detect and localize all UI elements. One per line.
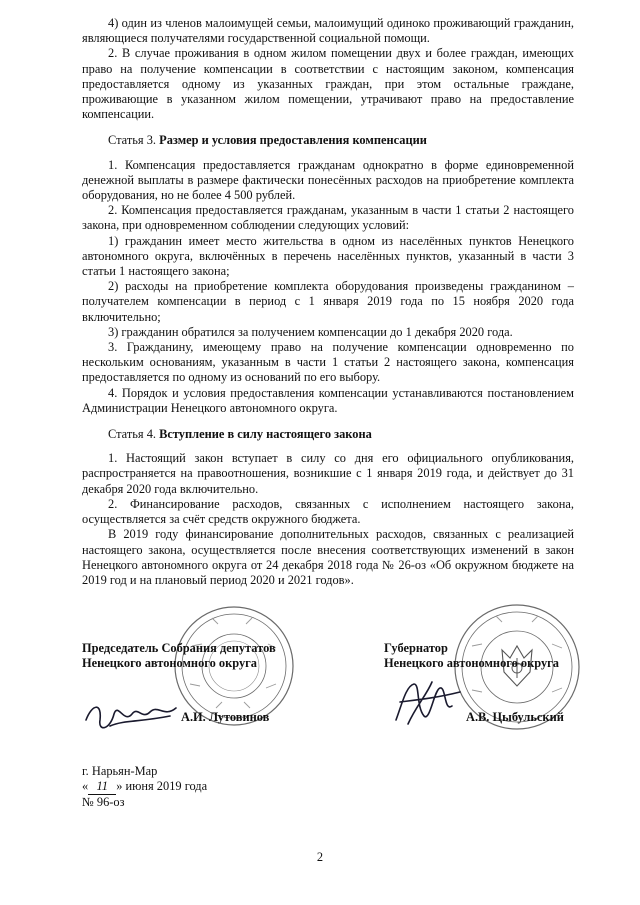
- article-4-prefix: Статья 4.: [108, 427, 157, 442]
- right-signatory-title: [384, 641, 559, 671]
- date-open-quote: «: [82, 779, 89, 793]
- city-label: г. Нарьян-Мар: [82, 764, 158, 778]
- article-4-financing: В 2019 году финансирование дополнительных расходов, связанных с реализацией настоящего закона, осуществляется после внесения соответствующих изменений в закон Ненецкого автономного округа от 24 декабря 2018 года № 26-оз «Об окружном бюджете на 2019 год и на плановый период 2020 и 2021 годов».: [82, 527, 574, 587]
- article-3-prefix: Статья 3.: [108, 133, 157, 148]
- article-3-condition-3: 3) гражданин обратился за получением компенсации до 1 декабря 2020 года.: [108, 324, 513, 339]
- article-3-part-1: 1. Компенсация предоставляется гражданам однократно в форме единовременной денежной выплаты в размере фактически понесённых расходов на приобретение комплекта оборудования, но не более 4 500 рублей.: [82, 157, 574, 203]
- law-number: № 96-оз: [82, 795, 125, 809]
- article-3-heading: [82, 133, 574, 148]
- right-signatory-position: Губернатор: [384, 641, 448, 655]
- article-3-part-4: 4. Порядок и условия предоставления компенсации устанавливаются постановлением Администрации Ненецкого автономного округа.: [82, 385, 574, 415]
- date-day-handwritten: 11: [88, 779, 116, 795]
- article-4-heading: [82, 427, 574, 442]
- signing-date: [82, 779, 207, 795]
- right-signatory-region: Ненецкого автономного округа: [384, 656, 559, 670]
- left-signatory-region: Ненецкого автономного округа: [82, 656, 257, 670]
- paragraph-item-4: 4) один из членов малоимущей семьи, малоимущий одиноко проживающий гражданин, являющиеся получателями государственной социальной помощи.: [82, 16, 574, 46]
- date-rest: » июня 2019 года: [116, 779, 208, 793]
- left-signatory-position: Председатель Собрания депутатов: [82, 641, 276, 655]
- left-signatory-name: А.И. Лутовинов: [181, 710, 270, 724]
- left-signatory-title: [82, 641, 276, 671]
- right-signatory-name: А.В. Цыбульский: [466, 710, 564, 724]
- right-handwritten-signature: [386, 676, 466, 730]
- article-3-part-2: 2. Компенсация предоставляется гражданам, указанным в части 1 статьи 2 настоящего закона, при одновременном соблюдении следующих условий:: [82, 203, 574, 233]
- left-handwritten-signature: [80, 690, 190, 738]
- document-footer: [82, 764, 207, 810]
- page-number: 2: [316, 850, 324, 864]
- paragraph-part-2: 2. В случае проживания в одном жилом помещении двух и более граждан, имеющих право на получение компенсации в соответствии с настоящим законом, компенсация предоставляется одному из указанных граждан, при этом остальные граждане, проживающие в указанном жилом помещении, утрачивают право на предоставление компенсации.: [82, 46, 574, 122]
- article-4-title: Вступление в силу настоящего закона: [159, 427, 372, 442]
- article-3-part-3: 3. Гражданину, имеющему право на получение компенсации одновременно по нескольким основаниям, указанным в части 1 статьи 2 настоящего закона, компенсация предоставляется по одному из оснований по его выбору.: [82, 340, 574, 385]
- article-4-part-2: 2. Финансирование расходов, связанных с исполнением настоящего закона, осуществляется за счёт средств окружного бюджета.: [82, 496, 574, 527]
- article-3-title: Размер и условия предоставления компенсации: [159, 133, 427, 148]
- document-body: [82, 16, 574, 588]
- article-3-condition-2: 2) расходы на приобретение комплекта оборудования произведены гражданином – получателем компенсации в период с 1 января 2019 года по 15 ноября 2020 года включительно;: [82, 279, 574, 324]
- article-3-condition-1: 1) гражданин имеет место жительства в одном из населённых пунктов Ненецкого автономного округа, включённых в перечень населённых пунктов, указанный в части 3 статьи 1 настоящего закона;: [82, 233, 574, 279]
- article-4-part-1: 1. Настоящий закон вступает в силу со дня его официального опубликования, распространяется на правоотношения, возникшие с 1 января 2019 года, и действует до 31 декабря 2020 года включительно.: [82, 451, 574, 496]
